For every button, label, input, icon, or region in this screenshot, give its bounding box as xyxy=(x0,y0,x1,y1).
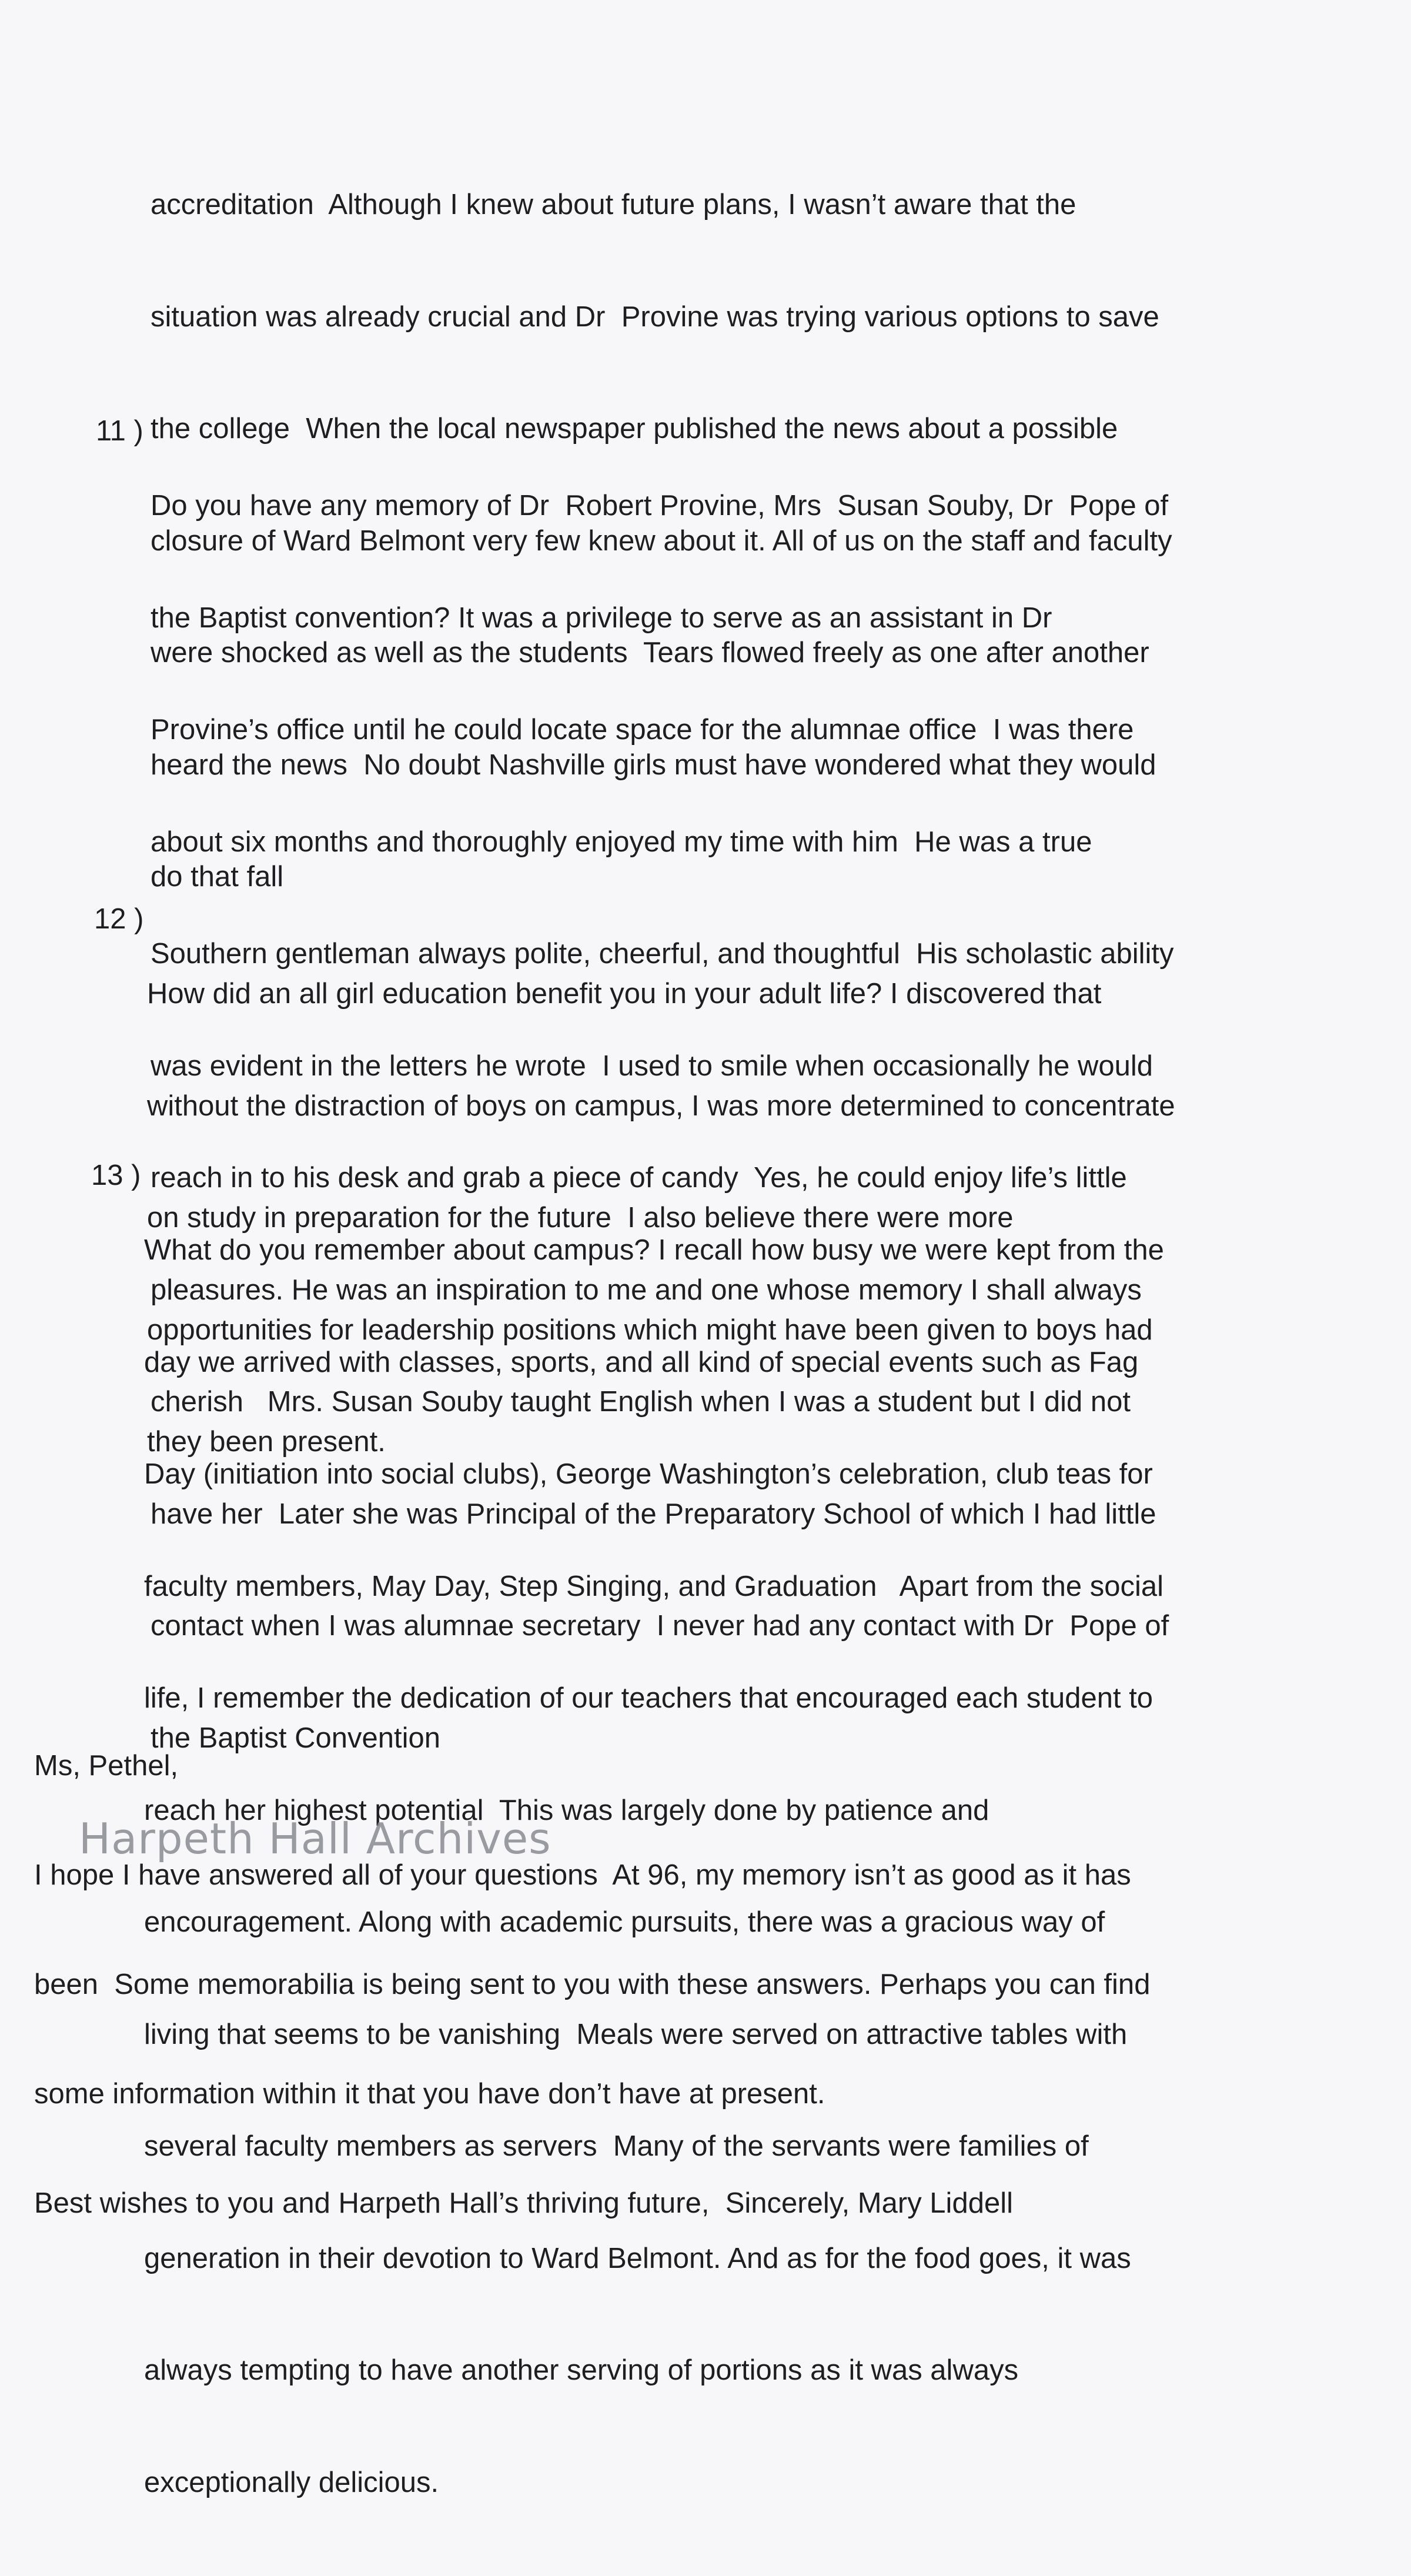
closing-paragraph xyxy=(34,1675,1150,2294)
text-line: the college When the local newspaper published the news about a possible xyxy=(151,413,1118,445)
text-line: encouragement. Along with academic pursuits, there was a gracious way of xyxy=(144,1906,1105,1938)
text-line: do that fall xyxy=(151,861,284,893)
text-line: opportunities for leadership positions which might have been given to boys had xyxy=(147,1314,1153,1346)
text-line: been Some memorabilia is being sent to you with these answers. Perhaps you can find xyxy=(34,1969,1151,2000)
text-line: reach in to his desk and grab a piece of candy Yes, he could enjoy life’s little xyxy=(151,1162,1127,1194)
text-line: always tempting to have another serving of portions as it was always xyxy=(144,2354,1019,2386)
text-line: were shocked as well as the students Tears flowed freely as one after another xyxy=(151,637,1149,669)
text-line: accreditation Although I knew about future plans, I wasn’t aware that the xyxy=(151,189,1076,220)
text-line: without the distraction of boys on campus, I was more determined to concentrate xyxy=(147,1090,1175,1122)
text-line: situation was already crucial and Dr Provine was trying various options to save xyxy=(151,300,1159,333)
text-line: the Baptist Convention xyxy=(151,1722,441,1754)
text-line: faculty members, May Day, Step Singing, and Graduation Apart from the social xyxy=(144,1570,1163,1602)
text-line: reach her highest potential This was largely done by patience and xyxy=(144,1794,989,1826)
salutation: Ms, Pethel, xyxy=(34,1750,179,1782)
text-line: cherish Mrs. Susan Souby taught English when I was a student but I did not xyxy=(151,1386,1131,1418)
text-line: living that seems to be vanishing Meals were served on attractive tables with xyxy=(144,2018,1128,2050)
signature-line: Best wishes to you and Harpeth Hall’s thriving future, Sincerely, Mary Liddell xyxy=(34,2187,1013,2219)
text-line: on study in preparation for the future I also believe there were more xyxy=(147,1202,1014,1234)
text-line: some information within it that you have don’t have at present. xyxy=(34,2078,825,2110)
text-line: generation in their devotion to Ward Belmont. And as for the food goes, it was xyxy=(144,2242,1131,2274)
text-line: the Baptist convention? It was a privilege to serve as an assistant in Dr xyxy=(151,602,1052,634)
text-line: How did an all girl education benefit you in your adult life? I discovered that xyxy=(147,978,1102,1010)
text-line: Southern gentleman always polite, cheerful, and thoughtful His scholastic ability xyxy=(151,938,1174,970)
text-line: heard the news No doubt Nashville girls must have wondered what they would xyxy=(151,749,1156,781)
question-number: 12 ) xyxy=(94,903,144,935)
text-line: several faculty members as servers Many of the servants were families of xyxy=(144,2130,1089,2162)
text-line: they been present. xyxy=(147,1426,386,1458)
text-line: day we arrived with classes, sports, and all kind of special events such as Fag xyxy=(144,1346,1139,1378)
text-line: was evident in the letters he wrote I used to smile when occasionally he would xyxy=(151,1050,1153,1082)
text-line: closure of Ward Belmont very few knew about it. All of us on the staff and faculty xyxy=(151,524,1172,557)
question-number: 11 ) xyxy=(96,415,143,447)
text-line: life, I remember the dedication of our teachers that encouraged each student to xyxy=(144,1682,1153,1714)
archive-watermark: Harpeth Hall Archives xyxy=(79,1814,551,1863)
text-line: Day (initiation into social clubs), George Washington’s celebration, club teas for xyxy=(144,1458,1153,1490)
text-line: contact when I was alumnae secretary I never had any contact with Dr Pope of xyxy=(151,1610,1169,1642)
text-line: Provine’s office until he could locate space for the alumnae office I was there xyxy=(151,714,1134,746)
text-line: What do you remember about campus? I recall how busy we were kept from the xyxy=(144,1234,1164,1266)
text-line: about six months and thoroughly enjoyed my time with him He was a true xyxy=(151,826,1092,858)
text-line: have her Later she was Principal of the Preparatory School of which I had little xyxy=(151,1498,1156,1530)
text-line: pleasures. He was an inspiration to me and one whose memory I shall always xyxy=(151,1274,1142,1306)
text-line: exceptionally delicious. xyxy=(144,2466,439,2498)
text-line: Do you have any memory of Dr Robert Provine, Mrs Susan Souby, Dr Pope of xyxy=(151,490,1169,522)
question-number: 13 ) xyxy=(91,1160,141,1191)
text-line: I hope I have answered all of your questions At 96, my memory isn’t as good as it has xyxy=(34,1859,1131,1891)
